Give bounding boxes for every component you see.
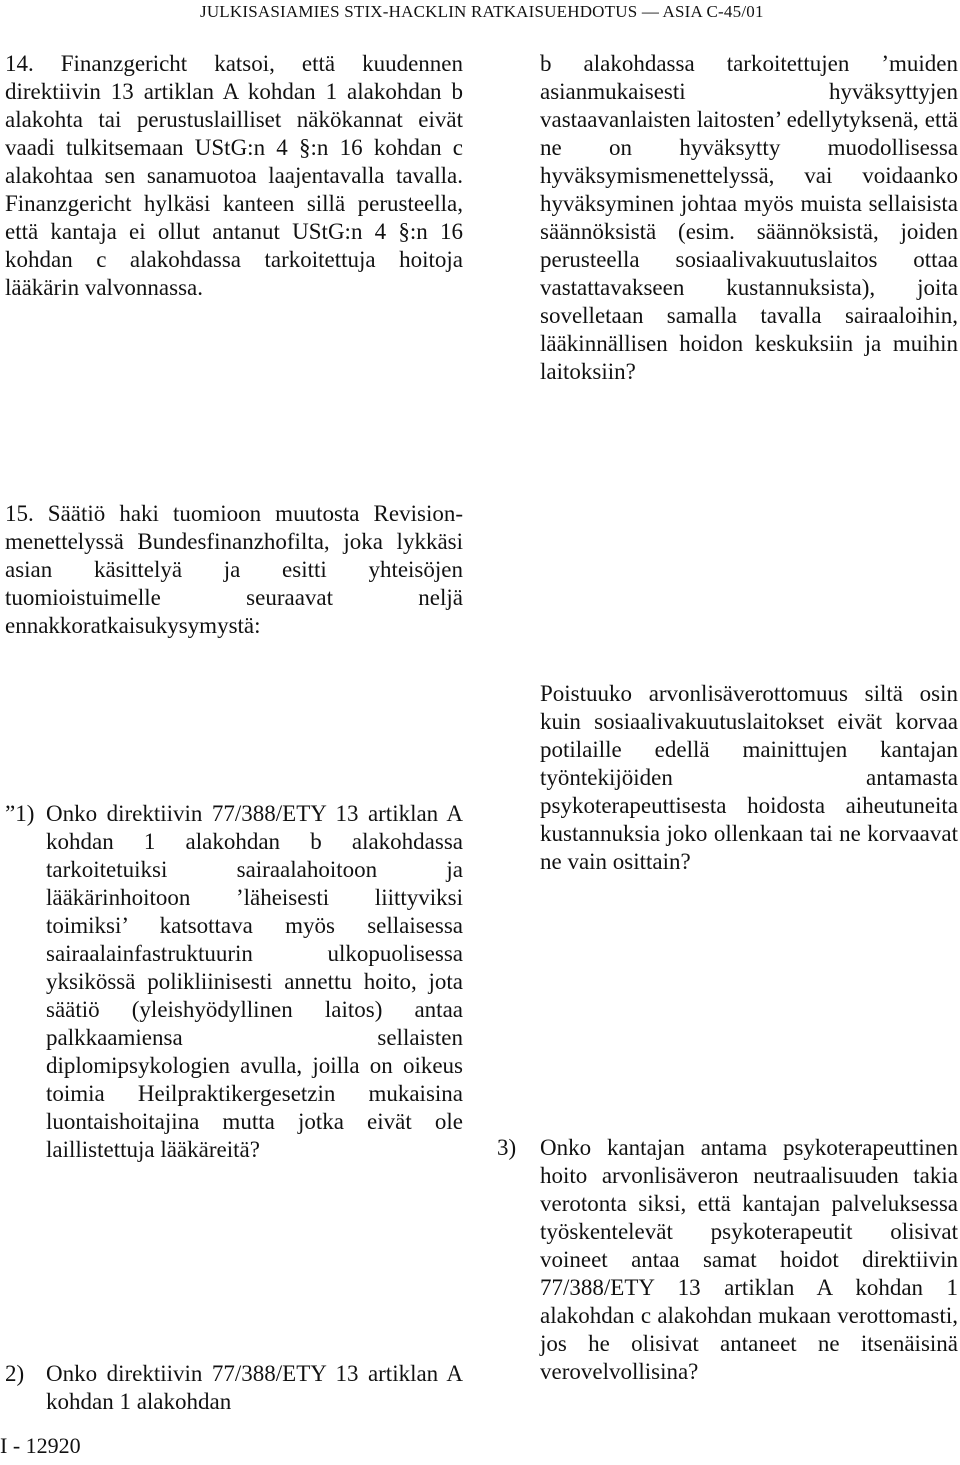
question-3-text: Onko kantajan antama psykoterapeuttinen hoito arvonlisäveron neutraalisuuden takia verotonta siksi, että kantajan palveluksessa työskentelevät psykoterapeutit olisivat voineet antaa samat hoidot direktiivin 77/388/ETY 13 artiklan A kohdan 1 alakohdan c alakohdan mukaan verottomasti, jos he olisivat antaneet ne itsenäisinä verovelvollisina?: [540, 1135, 958, 1384]
question-2-continuation: b alakohdassa tarkoitettujen ’muiden asianmukaisesti hyväksyttyjen vastaavanlaisten laitosten’ edellytyksenä, että ne on hyväksytty muodollisessa hyväksymismenettelyssä, vai voidaanko hyväksyminen johtaa myös muista sellaisista säännöksistä (esim. säännöksistä, joiden perusteella sosiaalivakuutuslaitos ottaa vastattavakseen kustannuksista), joita sovelletaan samalla tavalla sairaaloihin, lääkinnällisen hoidon keskuksiin ja muihin laitoksiin?: [540, 51, 958, 384]
question-4-text: Poistuuko arvonlisäverottomuus siltä osin kuin sosiaalivakuutuslaitokset eivät korvaa potilaille edellä mainittujen kantajan työntekijöiden antamasta psykoterapeuttisesta hoidosta aiheutuneita kustannuksia joko ollenkaan tai ne korvaavat ne vain osittain?: [540, 681, 958, 874]
page-number: I - 12920: [0, 1433, 81, 1458]
question-2-number: 2): [5, 1361, 25, 1386]
running-header: JULKISASIAMIES STIX-HACKLIN RATKAISUEHDOTUS — ASIA C-45/01: [200, 2, 764, 21]
paragraph-15: 15. Säätiö haki tuomioon muutosta Revision-menettelyssä Bundesfinanzhofilta, joka lykkäsi asian käsittelyä ja esitti yhteisöjen tuomioistuimelle seuraavat neljä ennakkoratkaisukysymystä:: [5, 501, 463, 638]
question-1-text: Onko direktiivin 77/388/ETY 13 artiklan A kohdan 1 alakohdan b alakohdassa tarkoitetuiksi sairaalahoitoon ja lääkärinhoitoon ’läheisesti liittyviksi toimiksi’ katsottava myös sellaisessa sairaalainfastruktuurin ulkopuolisessa yksikössä polikliinisesti annettu hoito, jota säätiö (yleishyödyllinen laitos) antaa palkkaamiensa sellaisten diplomipsykologien avulla, joilla on oikeus toimia Heilpraktikergesetzin mukaisina luontaishoitajina mutta jotka eivät ole laillistettuja lääkäreitä?: [46, 801, 463, 1162]
question-2-text: Onko direktiivin 77/388/ETY 13 artiklan A kohdan 1 alakohdan: [46, 1361, 463, 1414]
paragraph-14: 14. Finanzgericht katsoi, että kuudennen direktiivin 13 artiklan A kohdan 1 alakohdan b alakohta tai perustuslailliset näkökannat eivät vaadi tulkitsemaan UStG:n 4 §:n 16 kohdan c alakohtaa sen sanamuotoa laajentavalla tavalla. Finanzgericht hylkäsi kanteen sillä perusteella, että kantaja ei ollut antanut UStG:n 4 §:n 16 kohdan c alakohdassa tarkoitettuja hoitoja lääkärin valvonnassa.: [5, 51, 463, 300]
question-3-number: 3): [497, 1135, 517, 1160]
question-1-number: ”1): [5, 801, 35, 826]
